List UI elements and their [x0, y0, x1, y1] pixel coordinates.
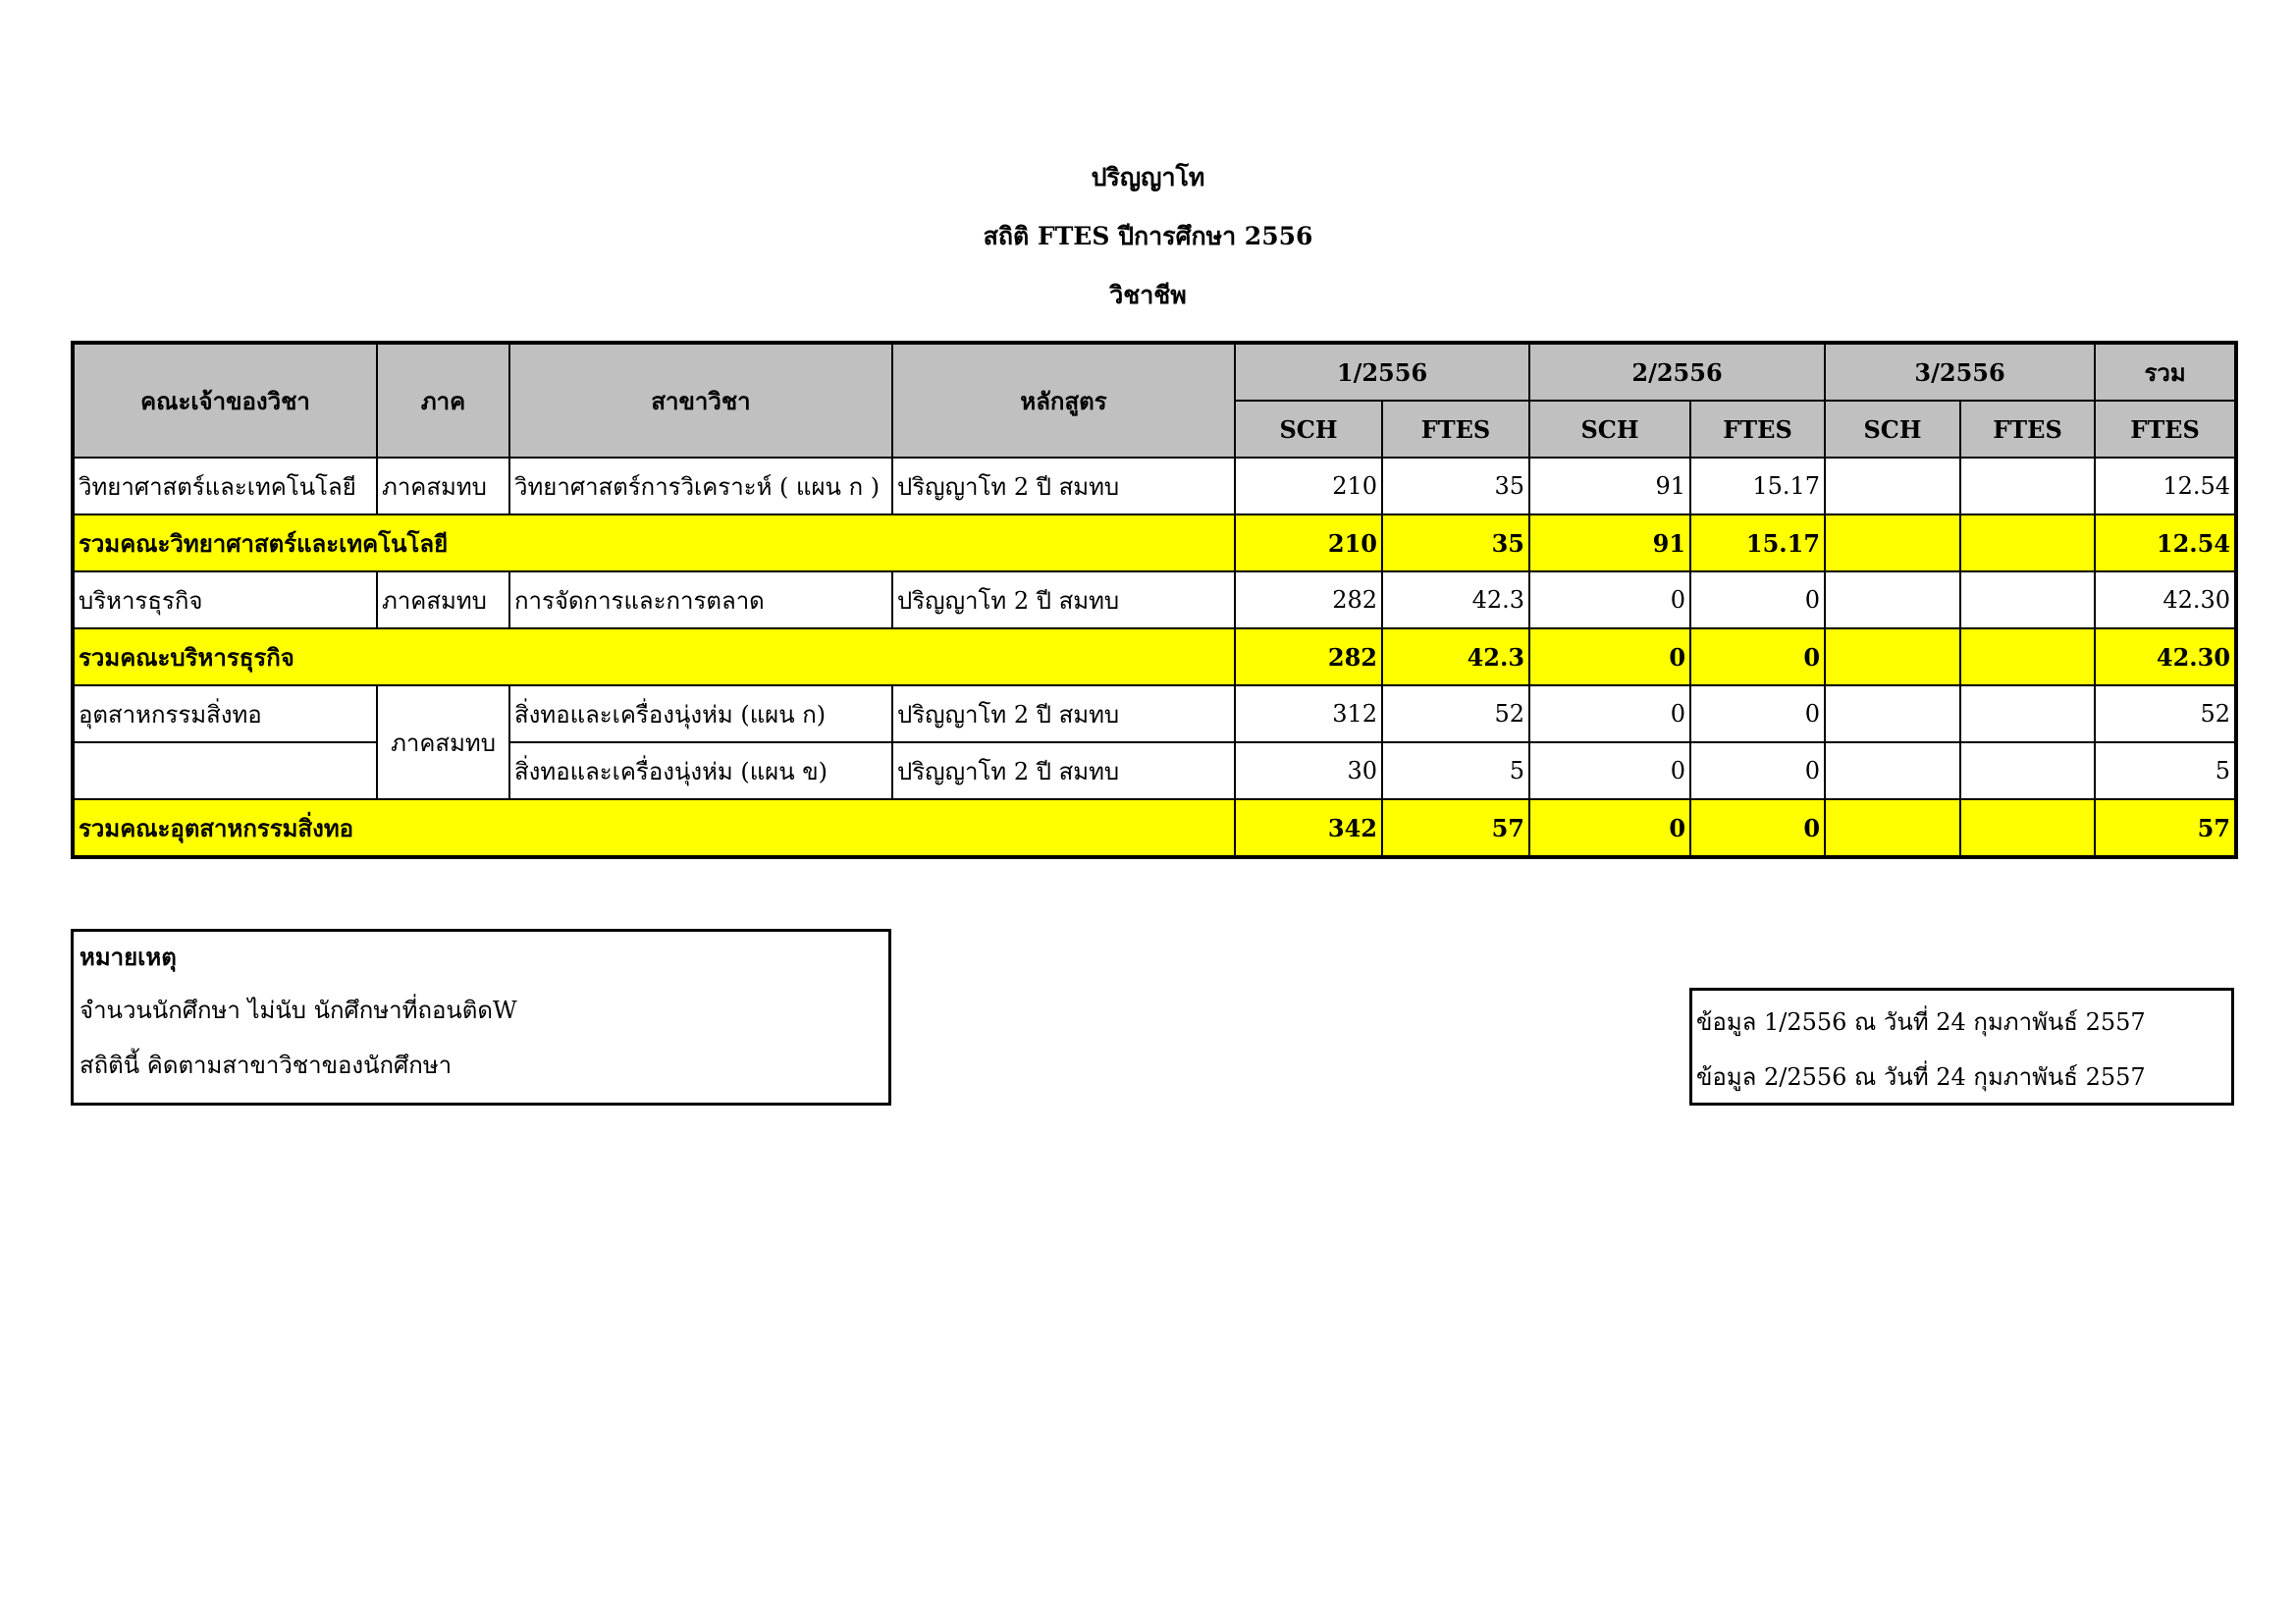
cell-t2-ftes: 0 — [1690, 628, 1825, 685]
cell-t2-sch: 91 — [1529, 458, 1690, 514]
header-t2-sch: SCH — [1529, 401, 1690, 458]
cell-curriculum: ปริญญาโท 2 ปี สมทบ — [892, 458, 1235, 514]
cell-t3-sch — [1825, 628, 1960, 685]
table-row — [73, 685, 2236, 742]
cell-t3-ftes — [1960, 742, 2095, 799]
cell-t1-sch: 282 — [1235, 571, 1382, 628]
cell-curriculum: ปริญญาโท 2 ปี สมทบ — [892, 571, 1235, 628]
data-date-line: ข้อมูล 2/2556 ณ วันที่ 24 กุมภาพันธ์ 2557 — [1696, 1063, 2146, 1091]
cell-t2-sch: 0 — [1529, 571, 1690, 628]
cell-t1-ftes: 52 — [1382, 685, 1529, 742]
table-row — [73, 458, 2236, 514]
report-titles — [0, 155, 2296, 332]
cell-t1-ftes: 5 — [1382, 742, 1529, 799]
notes-box — [71, 929, 891, 1106]
cell-major: วิทยาศาสตร์การวิเคราะห์ ( แผน ก ) — [509, 458, 892, 514]
cell-total-ftes: 12.54 — [2095, 458, 2236, 514]
cell-t1-sch: 342 — [1235, 799, 1382, 857]
cell-t2-ftes: 0 — [1690, 742, 1825, 799]
cell-t3-ftes — [1960, 514, 2095, 571]
cell-t2-ftes: 0 — [1690, 685, 1825, 742]
header-row-1 — [73, 343, 2236, 401]
cell-t1-sch: 210 — [1235, 514, 1382, 571]
subtotal-label: รวมคณะบริหารธุรกิจ — [73, 628, 1235, 685]
subtotal-label: รวมคณะวิทยาศาสตร์และเทคโนโลยี — [73, 514, 1235, 571]
header-total: รวม — [2095, 343, 2236, 401]
cell-program-type: ภาคสมทบ — [377, 685, 509, 799]
header-term2: 2/2556 — [1529, 343, 1825, 401]
cell-t3-sch — [1825, 742, 1960, 799]
cell-t2-sch: 0 — [1529, 742, 1690, 799]
cell-faculty: วิทยาศาสตร์และเทคโนโลยี — [73, 458, 377, 514]
cell-curriculum: ปริญญาโท 2 ปี สมทบ — [892, 742, 1235, 799]
cell-t1-sch: 30 — [1235, 742, 1382, 799]
cell-t3-sch — [1825, 514, 1960, 571]
cell-t1-ftes: 42.3 — [1382, 571, 1529, 628]
cell-t3-ftes — [1960, 628, 2095, 685]
header-t3-ftes: FTES — [1960, 401, 2095, 458]
cell-t2-sch: 0 — [1529, 799, 1690, 857]
header-t3-sch: SCH — [1825, 401, 1960, 458]
cell-t2-ftes: 0 — [1690, 799, 1825, 857]
cell-faculty — [73, 742, 377, 799]
cell-t1-ftes: 35 — [1382, 458, 1529, 514]
cell-t3-sch — [1825, 685, 1960, 742]
title-statistics: สถิติ FTES ปีการศึกษา 2556 — [983, 222, 1313, 250]
header-t1-ftes: FTES — [1382, 401, 1529, 458]
cell-t1-ftes: 57 — [1382, 799, 1529, 857]
cell-t1-ftes: 35 — [1382, 514, 1529, 571]
cell-t2-ftes: 15.17 — [1690, 458, 1825, 514]
cell-total-ftes: 5 — [2095, 742, 2236, 799]
cell-t3-ftes — [1960, 458, 2095, 514]
header-faculty: คณะเจ้าของวิชา — [73, 343, 377, 458]
cell-t3-sch — [1825, 571, 1960, 628]
header-t1-sch: SCH — [1235, 401, 1382, 458]
cell-major: สิ่งทอและเครื่องนุ่งห่ม (แผน ข) — [509, 742, 892, 799]
title-program: วิชาชีพ — [1109, 281, 1187, 309]
subtotal-row — [73, 799, 2236, 857]
header-t2-ftes: FTES — [1690, 401, 1825, 458]
header-total-ftes: FTES — [2095, 401, 2236, 458]
cell-curriculum: ปริญญาโท 2 ปี สมทบ — [892, 685, 1235, 742]
table-row — [73, 571, 2236, 628]
cell-program-type: ภาคสมทบ — [377, 458, 509, 514]
cell-faculty: อุตสาหกรรมสิ่งทอ — [73, 685, 377, 742]
cell-t1-sch: 210 — [1235, 458, 1382, 514]
cell-total-ftes: 57 — [2095, 799, 2236, 857]
header-program-type: ภาค — [377, 343, 509, 458]
cell-major: สิ่งทอและเครื่องนุ่งห่ม (แผน ก) — [509, 685, 892, 742]
cell-total-ftes: 52 — [2095, 685, 2236, 742]
cell-t3-ftes — [1960, 571, 2095, 628]
cell-total-ftes: 12.54 — [2095, 514, 2236, 571]
notes-line: สถิตินี้ คิดตามสาขาวิชาของนักศึกษา — [80, 1052, 453, 1079]
cell-t2-sch: 0 — [1529, 628, 1690, 685]
ftes-table — [71, 341, 2238, 859]
notes-heading: หมายเหตุ — [80, 943, 177, 971]
header-major: สาขาวิชา — [509, 343, 892, 458]
cell-major: การจัดการและการตลาด — [509, 571, 892, 628]
cell-program-type: ภาคสมทบ — [377, 571, 509, 628]
cell-t2-ftes: 0 — [1690, 571, 1825, 628]
cell-t3-ftes — [1960, 799, 2095, 857]
cell-t3-ftes — [1960, 685, 2095, 742]
title-degree: ปริญญาโท — [1091, 163, 1205, 191]
subtotal-label: รวมคณะอุตสาหกรรมสิ่งทอ — [73, 799, 1235, 857]
cell-faculty: บริหารธุรกิจ — [73, 571, 377, 628]
cell-t2-sch: 91 — [1529, 514, 1690, 571]
data-date-line: ข้อมูล 1/2556 ณ วันที่ 24 กุมภาพันธ์ 2557 — [1696, 1008, 2146, 1036]
header-term3: 3/2556 — [1825, 343, 2095, 401]
subtotal-row — [73, 628, 2236, 685]
cell-t1-ftes: 42.3 — [1382, 628, 1529, 685]
cell-t2-ftes: 15.17 — [1690, 514, 1825, 571]
cell-total-ftes: 42.30 — [2095, 628, 2236, 685]
cell-t3-sch — [1825, 458, 1960, 514]
cell-t1-sch: 312 — [1235, 685, 1382, 742]
data-dates-box — [1689, 988, 2234, 1106]
header-term1: 1/2556 — [1235, 343, 1529, 401]
cell-total-ftes: 42.30 — [2095, 571, 2236, 628]
notes-line: จำนวนนักศึกษา ไม่นับ นักศึกษาที่ถอนติดW — [80, 997, 517, 1024]
header-curriculum: หลักสูตร — [892, 343, 1235, 458]
subtotal-row — [73, 514, 2236, 571]
cell-t3-sch — [1825, 799, 1960, 857]
cell-t1-sch: 282 — [1235, 628, 1382, 685]
cell-t2-sch: 0 — [1529, 685, 1690, 742]
